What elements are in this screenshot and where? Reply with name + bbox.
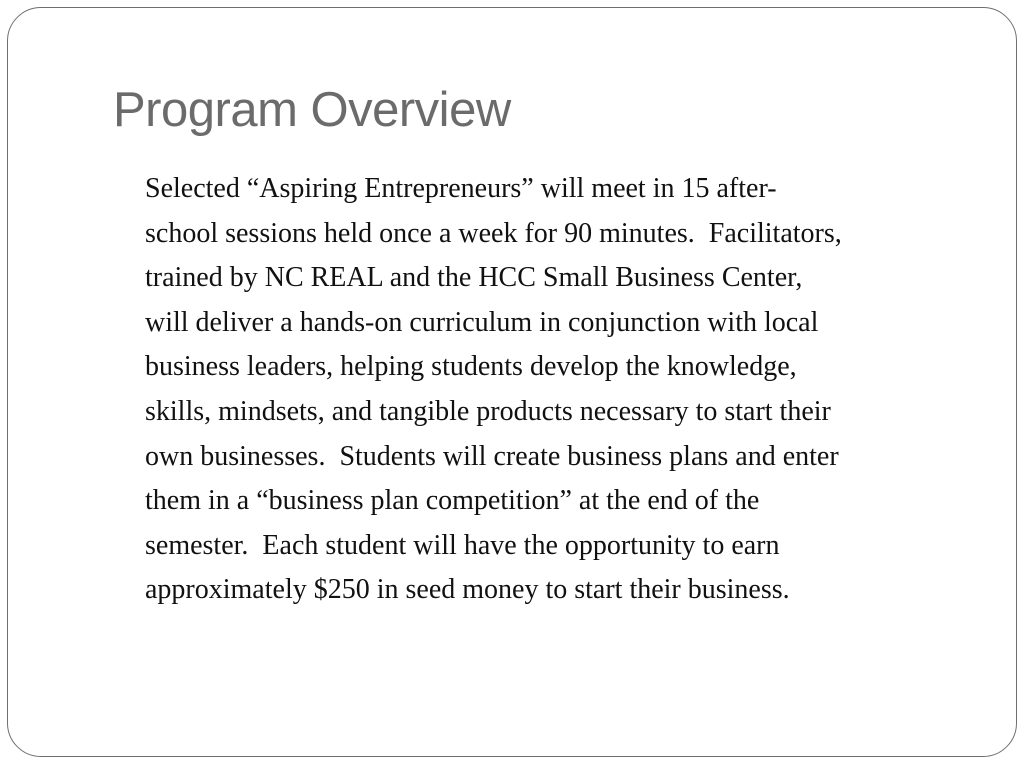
body-line: trained by NC REAL and the HCC Small Business Center, [145, 262, 803, 294]
slide-body-text [145, 167, 975, 613]
body-line: own businesses. Students will create business plans and enter [145, 440, 839, 472]
body-line: business leaders, helping students develop the knowledge, [145, 351, 797, 383]
slide-title: Program Overview [113, 83, 511, 137]
body-line: school sessions held once a week for 90 minutes. Facilitators, [145, 217, 842, 249]
body-line: approximately $250 in seed money to start their business. [145, 574, 790, 606]
body-line: Selected “Aspiring Entrepreneurs” will meet in 15 after- [145, 173, 777, 204]
body-line: semester. Each student will have the opportunity to earn [145, 529, 780, 561]
body-line: them in a “business plan competition” at the end of the [145, 485, 760, 517]
body-line: will deliver a hands-on curriculum in conjunction with local [145, 306, 819, 338]
body-line: skills, mindsets, and tangible products necessary to start their [145, 395, 831, 427]
